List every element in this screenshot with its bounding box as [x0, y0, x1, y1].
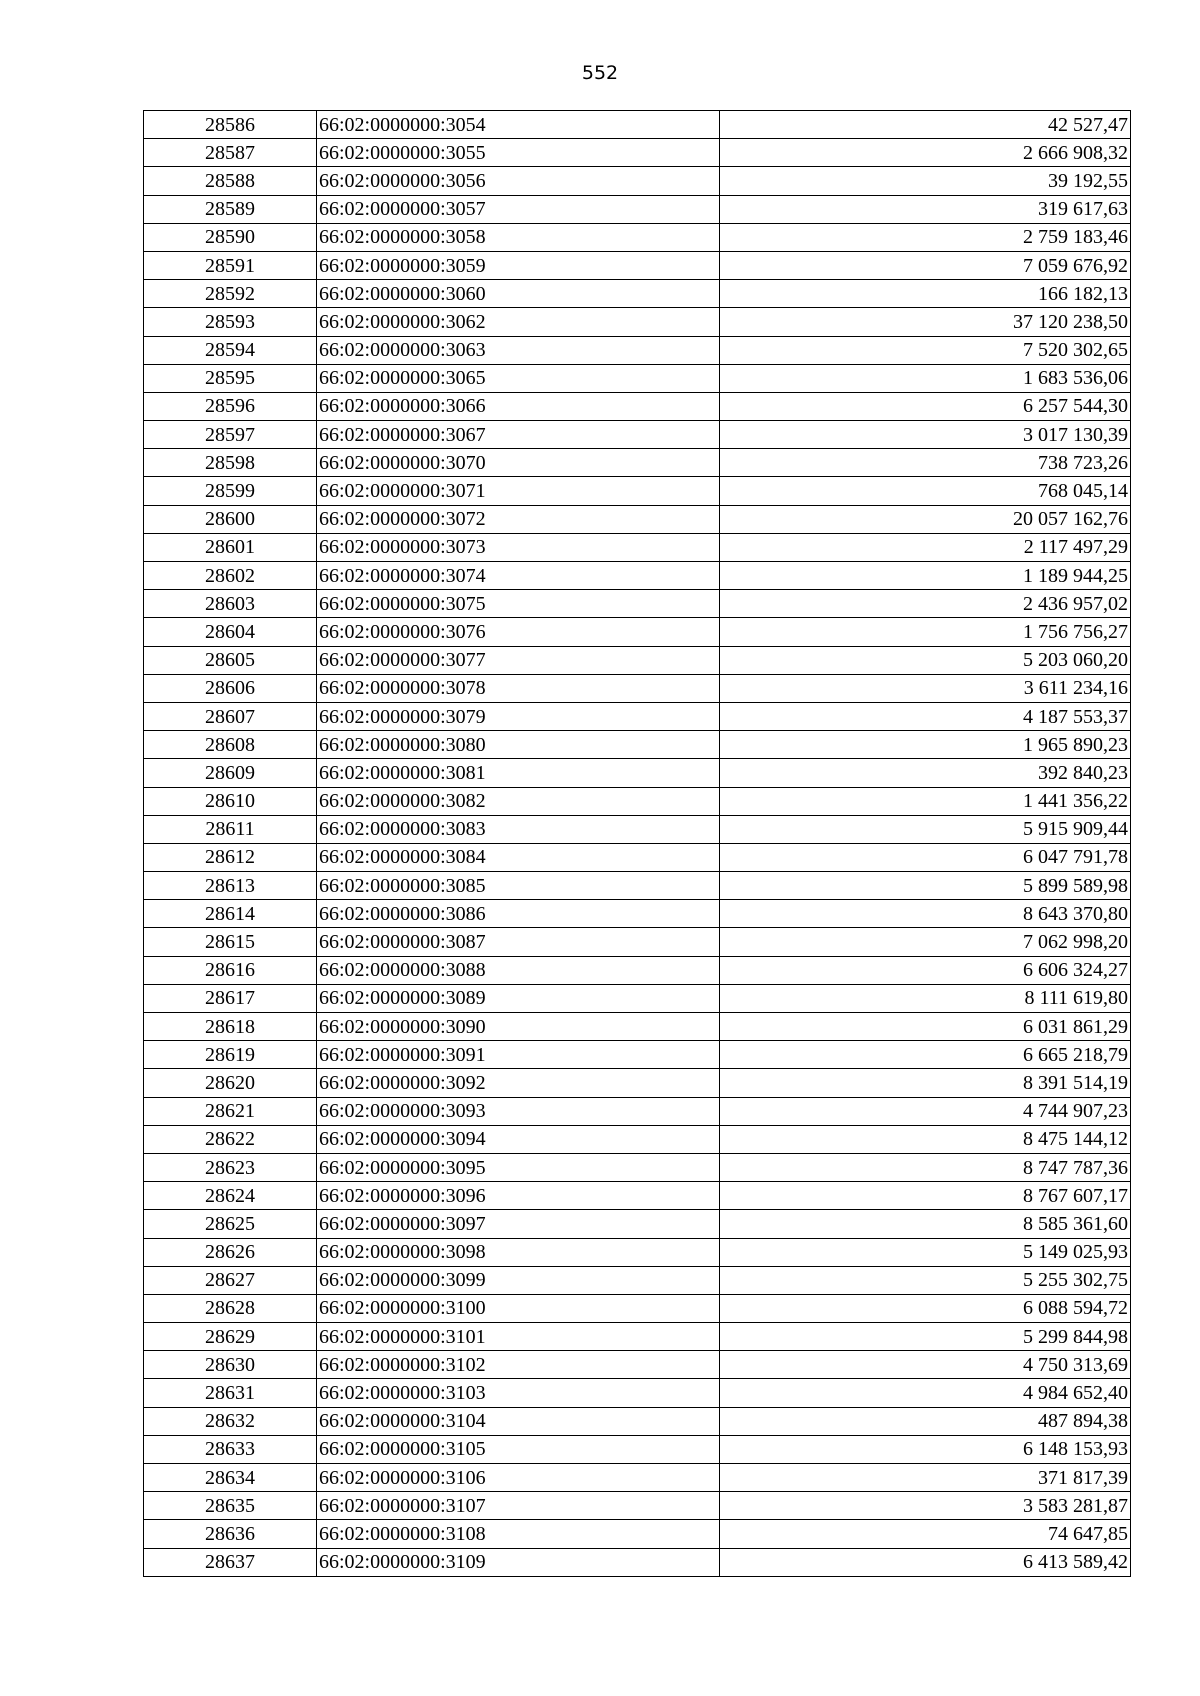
table-row	[144, 505, 1131, 533]
cadastral-number-cell: 66:02:0000000:3077	[317, 646, 720, 674]
row-number-cell: 28590	[144, 223, 317, 251]
cadastral-value-cell: 1 756 756,27	[720, 618, 1131, 646]
table-row	[144, 1379, 1131, 1407]
cadastral-number-cell: 66:02:0000000:3104	[317, 1407, 720, 1435]
table-row	[144, 392, 1131, 420]
cadastral-number-cell: 66:02:0000000:3083	[317, 815, 720, 843]
cadastral-value-cell: 1 441 356,22	[720, 787, 1131, 815]
table-row	[144, 223, 1131, 251]
row-number-cell: 28631	[144, 1379, 317, 1407]
cadastral-number-cell: 66:02:0000000:3103	[317, 1379, 720, 1407]
cadastral-number-cell: 66:02:0000000:3094	[317, 1125, 720, 1153]
table-row	[144, 618, 1131, 646]
cadastral-value-cell: 166 182,13	[720, 280, 1131, 308]
cadastral-number-cell: 66:02:0000000:3097	[317, 1210, 720, 1238]
cadastral-value-cell: 3 611 234,16	[720, 674, 1131, 702]
cadastral-value-cell: 6 257 544,30	[720, 392, 1131, 420]
cadastral-number-cell: 66:02:0000000:3107	[317, 1492, 720, 1520]
cadastral-value-cell: 1 965 890,23	[720, 731, 1131, 759]
cadastral-value-cell: 6 031 861,29	[720, 1013, 1131, 1041]
row-number-cell: 28624	[144, 1182, 317, 1210]
table-row	[144, 590, 1131, 618]
table-row	[144, 1041, 1131, 1069]
cadastral-value-cell: 8 475 144,12	[720, 1125, 1131, 1153]
cadastral-value-cell: 4 187 553,37	[720, 702, 1131, 730]
cadastral-value-cell: 8 391 514,19	[720, 1069, 1131, 1097]
cadastral-value-cell: 738 723,26	[720, 449, 1131, 477]
cadastral-value-cell: 2 666 908,32	[720, 139, 1131, 167]
cadastral-value-table	[143, 110, 1131, 1577]
cadastral-number-cell: 66:02:0000000:3058	[317, 223, 720, 251]
row-number-cell: 28605	[144, 646, 317, 674]
cadastral-number-cell: 66:02:0000000:3055	[317, 139, 720, 167]
row-number-cell: 28622	[144, 1125, 317, 1153]
cadastral-value-cell: 4 744 907,23	[720, 1097, 1131, 1125]
table-row	[144, 1294, 1131, 1322]
row-number-cell: 28619	[144, 1041, 317, 1069]
table-row	[144, 787, 1131, 815]
cadastral-value-cell: 8 111 619,80	[720, 984, 1131, 1012]
cadastral-number-cell: 66:02:0000000:3079	[317, 702, 720, 730]
cadastral-number-cell: 66:02:0000000:3095	[317, 1153, 720, 1181]
cadastral-number-cell: 66:02:0000000:3100	[317, 1294, 720, 1322]
cadastral-number-cell: 66:02:0000000:3065	[317, 364, 720, 392]
table-row	[144, 1492, 1131, 1520]
cadastral-value-cell: 487 894,38	[720, 1407, 1131, 1435]
row-number-cell: 28612	[144, 843, 317, 871]
table-row	[144, 195, 1131, 223]
table-row	[144, 1210, 1131, 1238]
cadastral-number-cell: 66:02:0000000:3096	[317, 1182, 720, 1210]
cadastral-value-cell: 6 665 218,79	[720, 1041, 1131, 1069]
row-number-cell: 28634	[144, 1464, 317, 1492]
row-number-cell: 28617	[144, 984, 317, 1012]
row-number-cell: 28601	[144, 533, 317, 561]
row-number-cell: 28625	[144, 1210, 317, 1238]
table-row	[144, 1013, 1131, 1041]
table-row	[144, 167, 1131, 195]
cadastral-number-cell: 66:02:0000000:3066	[317, 392, 720, 420]
row-number-cell: 28593	[144, 308, 317, 336]
cadastral-number-cell: 66:02:0000000:3090	[317, 1013, 720, 1041]
table-row	[144, 449, 1131, 477]
table-row	[144, 1323, 1131, 1351]
row-number-cell: 28627	[144, 1266, 317, 1294]
row-number-cell: 28626	[144, 1238, 317, 1266]
cadastral-number-cell: 66:02:0000000:3106	[317, 1464, 720, 1492]
cadastral-value-cell: 3 017 130,39	[720, 421, 1131, 449]
cadastral-value-cell: 768 045,14	[720, 477, 1131, 505]
table-row	[144, 843, 1131, 871]
cadastral-value-cell: 5 203 060,20	[720, 646, 1131, 674]
row-number-cell: 28636	[144, 1520, 317, 1548]
cadastral-value-cell: 371 817,39	[720, 1464, 1131, 1492]
table-row	[144, 1125, 1131, 1153]
table-row	[144, 1464, 1131, 1492]
table-row	[144, 1069, 1131, 1097]
cadastral-number-cell: 66:02:0000000:3092	[317, 1069, 720, 1097]
cadastral-value-cell: 6 606 324,27	[720, 956, 1131, 984]
cadastral-number-cell: 66:02:0000000:3075	[317, 590, 720, 618]
cadastral-value-cell: 6 413 589,42	[720, 1548, 1131, 1576]
table-body	[144, 111, 1131, 1577]
row-number-cell: 28591	[144, 251, 317, 279]
cadastral-number-cell: 66:02:0000000:3074	[317, 562, 720, 590]
cadastral-value-cell: 5 149 025,93	[720, 1238, 1131, 1266]
cadastral-number-cell: 66:02:0000000:3059	[317, 251, 720, 279]
page-number: 552	[581, 62, 619, 84]
row-number-cell: 28630	[144, 1351, 317, 1379]
cadastral-number-cell: 66:02:0000000:3076	[317, 618, 720, 646]
cadastral-number-cell: 66:02:0000000:3081	[317, 759, 720, 787]
cadastral-number-cell: 66:02:0000000:3070	[317, 449, 720, 477]
row-number-cell: 28623	[144, 1153, 317, 1181]
row-number-cell: 28603	[144, 590, 317, 618]
table-row	[144, 1548, 1131, 1576]
cadastral-value-cell: 2 117 497,29	[720, 533, 1131, 561]
cadastral-value-cell: 7 059 676,92	[720, 251, 1131, 279]
cadastral-number-cell: 66:02:0000000:3085	[317, 872, 720, 900]
cadastral-number-cell: 66:02:0000000:3084	[317, 843, 720, 871]
row-number-cell: 28637	[144, 1548, 317, 1576]
row-number-cell: 28604	[144, 618, 317, 646]
cadastral-number-cell: 66:02:0000000:3088	[317, 956, 720, 984]
cadastral-number-cell: 66:02:0000000:3102	[317, 1351, 720, 1379]
table-row	[144, 1520, 1131, 1548]
row-number-cell: 28599	[144, 477, 317, 505]
cadastral-number-cell: 66:02:0000000:3098	[317, 1238, 720, 1266]
row-number-cell: 28602	[144, 562, 317, 590]
cadastral-value-cell: 5 255 302,75	[720, 1266, 1131, 1294]
cadastral-number-cell: 66:02:0000000:3089	[317, 984, 720, 1012]
row-number-cell: 28635	[144, 1492, 317, 1520]
table-row	[144, 815, 1131, 843]
table-row	[144, 759, 1131, 787]
cadastral-value-cell: 7 062 998,20	[720, 928, 1131, 956]
cadastral-value-cell: 37 120 238,50	[720, 308, 1131, 336]
cadastral-number-cell: 66:02:0000000:3056	[317, 167, 720, 195]
cadastral-value-cell: 5 899 589,98	[720, 872, 1131, 900]
row-number-cell: 28606	[144, 674, 317, 702]
table-row	[144, 956, 1131, 984]
cadastral-value-cell: 5 915 909,44	[720, 815, 1131, 843]
cadastral-number-cell: 66:02:0000000:3072	[317, 505, 720, 533]
cadastral-value-cell: 8 767 607,17	[720, 1182, 1131, 1210]
table-row	[144, 139, 1131, 167]
cadastral-number-cell: 66:02:0000000:3087	[317, 928, 720, 956]
cadastral-number-cell: 66:02:0000000:3073	[317, 533, 720, 561]
cadastral-number-cell: 66:02:0000000:3108	[317, 1520, 720, 1548]
cadastral-value-cell: 6 047 791,78	[720, 843, 1131, 871]
table-row	[144, 477, 1131, 505]
row-number-cell: 28587	[144, 139, 317, 167]
row-number-cell: 28608	[144, 731, 317, 759]
table-row	[144, 646, 1131, 674]
row-number-cell: 28613	[144, 872, 317, 900]
cadastral-number-cell: 66:02:0000000:3101	[317, 1323, 720, 1351]
table-row	[144, 1238, 1131, 1266]
table-row	[144, 984, 1131, 1012]
cadastral-value-cell: 6 148 153,93	[720, 1435, 1131, 1463]
cadastral-value-cell: 4 984 652,40	[720, 1379, 1131, 1407]
table-row	[144, 1435, 1131, 1463]
cadastral-number-cell: 66:02:0000000:3093	[317, 1097, 720, 1125]
row-number-cell: 28588	[144, 167, 317, 195]
cadastral-value-cell: 5 299 844,98	[720, 1323, 1131, 1351]
table-row	[144, 1266, 1131, 1294]
table-row	[144, 1351, 1131, 1379]
cadastral-value-cell: 4 750 313,69	[720, 1351, 1131, 1379]
cadastral-number-cell: 66:02:0000000:3099	[317, 1266, 720, 1294]
row-number-cell: 28629	[144, 1323, 317, 1351]
row-number-cell: 28586	[144, 111, 317, 139]
cadastral-value-cell: 74 647,85	[720, 1520, 1131, 1548]
row-number-cell: 28607	[144, 702, 317, 730]
row-number-cell: 28633	[144, 1435, 317, 1463]
cadastral-number-cell: 66:02:0000000:3082	[317, 787, 720, 815]
cadastral-value-cell: 20 057 162,76	[720, 505, 1131, 533]
table-row	[144, 308, 1131, 336]
table-row	[144, 702, 1131, 730]
table-row	[144, 562, 1131, 590]
cadastral-number-cell: 66:02:0000000:3071	[317, 477, 720, 505]
row-number-cell: 28618	[144, 1013, 317, 1041]
cadastral-number-cell: 66:02:0000000:3078	[317, 674, 720, 702]
row-number-cell: 28595	[144, 364, 317, 392]
table-row	[144, 1182, 1131, 1210]
table-row	[144, 336, 1131, 364]
row-number-cell: 28597	[144, 421, 317, 449]
table-row	[144, 421, 1131, 449]
cadastral-value-cell: 8 643 370,80	[720, 900, 1131, 928]
cadastral-value-cell: 7 520 302,65	[720, 336, 1131, 364]
cadastral-number-cell: 66:02:0000000:3091	[317, 1041, 720, 1069]
row-number-cell: 28596	[144, 392, 317, 420]
row-number-cell: 28610	[144, 787, 317, 815]
cadastral-number-cell: 66:02:0000000:3086	[317, 900, 720, 928]
cadastral-number-cell: 66:02:0000000:3067	[317, 421, 720, 449]
cadastral-value-cell: 42 527,47	[720, 111, 1131, 139]
row-number-cell: 28611	[144, 815, 317, 843]
cadastral-number-cell: 66:02:0000000:3062	[317, 308, 720, 336]
cadastral-value-cell: 392 840,23	[720, 759, 1131, 787]
row-number-cell: 28632	[144, 1407, 317, 1435]
table-row	[144, 1153, 1131, 1181]
table-row	[144, 928, 1131, 956]
cadastral-number-cell: 66:02:0000000:3109	[317, 1548, 720, 1576]
cadastral-number-cell: 66:02:0000000:3057	[317, 195, 720, 223]
table-row	[144, 731, 1131, 759]
cadastral-value-cell: 8 747 787,36	[720, 1153, 1131, 1181]
row-number-cell: 28615	[144, 928, 317, 956]
cadastral-value-cell: 319 617,63	[720, 195, 1131, 223]
cadastral-value-cell: 6 088 594,72	[720, 1294, 1131, 1322]
row-number-cell: 28616	[144, 956, 317, 984]
row-number-cell: 28621	[144, 1097, 317, 1125]
cadastral-number-cell: 66:02:0000000:3054	[317, 111, 720, 139]
row-number-cell: 28600	[144, 505, 317, 533]
row-number-cell: 28589	[144, 195, 317, 223]
table-row	[144, 900, 1131, 928]
table-row	[144, 533, 1131, 561]
cadastral-value-cell: 2 436 957,02	[720, 590, 1131, 618]
row-number-cell: 28594	[144, 336, 317, 364]
row-number-cell: 28609	[144, 759, 317, 787]
cadastral-value-cell: 3 583 281,87	[720, 1492, 1131, 1520]
cadastral-number-cell: 66:02:0000000:3105	[317, 1435, 720, 1463]
cadastral-number-cell: 66:02:0000000:3063	[317, 336, 720, 364]
table-row	[144, 674, 1131, 702]
table-row	[144, 251, 1131, 279]
table-row	[144, 111, 1131, 139]
row-number-cell: 28592	[144, 280, 317, 308]
row-number-cell: 28628	[144, 1294, 317, 1322]
table-row	[144, 872, 1131, 900]
row-number-cell: 28598	[144, 449, 317, 477]
cadastral-number-cell: 66:02:0000000:3080	[317, 731, 720, 759]
row-number-cell: 28614	[144, 900, 317, 928]
table-row	[144, 1097, 1131, 1125]
row-number-cell: 28620	[144, 1069, 317, 1097]
cadastral-value-cell: 39 192,55	[720, 167, 1131, 195]
table-row	[144, 364, 1131, 392]
cadastral-value-cell: 8 585 361,60	[720, 1210, 1131, 1238]
cadastral-number-cell: 66:02:0000000:3060	[317, 280, 720, 308]
cadastral-value-cell: 2 759 183,46	[720, 223, 1131, 251]
cadastral-value-cell: 1 189 944,25	[720, 562, 1131, 590]
table-row	[144, 280, 1131, 308]
cadastral-value-cell: 1 683 536,06	[720, 364, 1131, 392]
table-row	[144, 1407, 1131, 1435]
